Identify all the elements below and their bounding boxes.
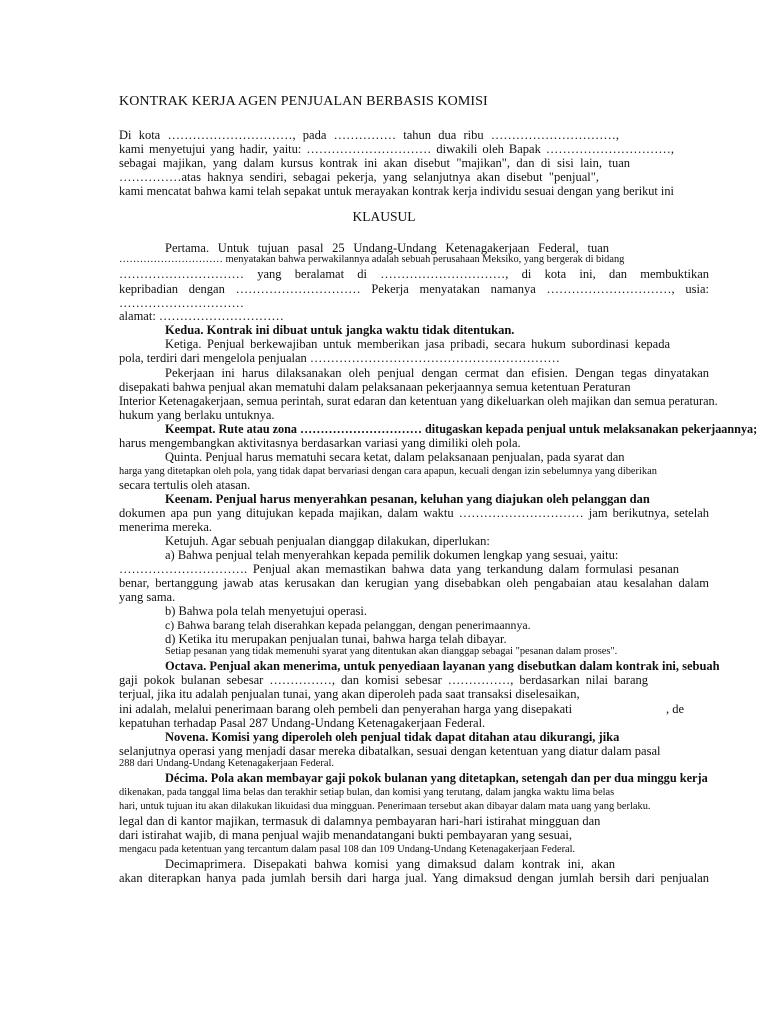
text-line: mengacu pada ketentuan yang tercantum dalam pasal 108 dan 109 Undang-Undang Ketenagakerjaan Federal. — [119, 844, 576, 855]
text-line: ini adalah, melalui penerimaan barang oleh pembeli dan penyerahan harga yang disepakati — [119, 702, 573, 716]
text-line: Pertama. Untuk tujuan pasal 25 Undang-Undang Ketenagakerjaan Federal, tuan — [165, 241, 609, 255]
text-line: hukum yang berlaku untuknya. — [119, 408, 275, 422]
text-line: menerima mereka. — [119, 520, 213, 534]
text-line: Keempat. Rute atau zona ………………………… ditugaskan kepada penjual untuk melaksanakan pekerjaannya; — [165, 422, 758, 436]
text-line: 288 dari Undang-Undang Ketenagakerjaan Federal. — [119, 758, 334, 769]
text-line: Interior Ketenagakerjaan, semua perintah, surat edaran dan ketentuan yang dikeluarkan oleh majikan dan semua peraturan. — [119, 394, 718, 408]
text-line: dikenakan, pada tanggal lima belas dan terakhir setiap bulan, dan komisi yang terutang, dalam jangka waktu lima belas — [119, 787, 615, 798]
text-line: kami menyetujui yang hadir, yaitu: ………………………… diwakili oleh Bapak …………………………, — [119, 142, 674, 156]
text-line: alamat: ………………………… — [119, 309, 284, 323]
text-line: b) Bahwa pola telah menyetujui operasi. — [165, 604, 368, 618]
text-line: Keenam. Penjual harus menyerahkan pesanan, keluhan yang diajukan oleh pelanggan dan — [165, 492, 650, 506]
text-line: disepakati bahwa penjual akan mematuhi dalam pelaksanaan pekerjaannya semua ketentuan Peraturan — [119, 380, 631, 394]
text-line: terjual, jika itu adalah penjualan tunai, yang akan diperoleh pada saat transaksi diselesaikan, — [119, 687, 580, 701]
text-line: legal dan di kantor majikan, termasuk di dalamnya pembayaran hari-hari istirahat mingguan dan — [119, 814, 601, 828]
text-line: kepribadian dengan ………………………… Pekerja menyatakan namanya …………………………, usia: — [119, 282, 709, 296]
text-line: Novena. Komisi yang diperoleh oleh penjual tidak dapat ditahan atau dikurangi, jika — [165, 730, 620, 744]
text-line: c) Bahwa barang telah diserahkan kepada pelanggan, dengan penerimaannya. — [165, 618, 531, 632]
text-line: Pekerjaan ini harus dilaksanakan oleh penjual dengan cermat dan efisien. Dengan tegas dinyatakan — [165, 366, 709, 380]
text-line: ………………………… yang beralamat di …………………………, di kota ini, dan membuktikan — [119, 267, 709, 281]
text-line: ………………………… menyatakan bahwa perwakilannya adalah sebuah perusahaan Meksiko, yang bergerak di bidang — [119, 254, 625, 265]
text-line: benar, bertanggung jawab atas kerusakan dan kerugian yang disebabkan oleh pengabaian atau kesalahan dalam — [119, 576, 709, 590]
text-line: Ketiga. Penjual berkewajiban untuk memberikan jasa pribadi, secara hukum subordinasi kepada — [165, 337, 670, 351]
section-heading: KLAUSUL — [352, 209, 416, 224]
text-line: a) Bahwa penjual telah menyerahkan kepada pemilik dokumen lengkap yang sesuai, yaitu: — [165, 548, 619, 562]
text-line: pola, terdiri dari mengelola penjualan …………………………………………………… — [119, 351, 560, 365]
text-line: secara tertulis oleh atasan. — [119, 478, 251, 492]
text-line: gaji pokok bulanan sebesar ……………, dan komisi sebesar ……………, berdasarkan nilai barang — [119, 673, 648, 687]
text-line: selanjutnya operasi yang menjadi dasar mereka dibatalkan, sesuai dengan ketentuan yang diatur dalam pasal — [119, 744, 661, 758]
text-line: Décima. Pola akan membayar gaji pokok bulanan yang ditetapkan, setengah dan per dua minggu kerja — [165, 771, 708, 785]
text-line: dari istirahat wajib, di mana penjual wajib menandatangani bukti pembayaran yang sesuai, — [119, 828, 572, 842]
text-line: harga yang ditetapkan oleh pola, yang tidak dapat bervariasi dengan cara apapun, kecuali dengan izin sebelumnya yang diberikan — [119, 466, 657, 477]
text-line: Decimaprimera. Disepakati bahwa komisi yang dimaksud dalam kontrak ini, akan — [165, 857, 615, 871]
text-line: Kedua. Kontrak ini dibuat untuk jangka waktu tidak ditentukan. — [165, 323, 515, 337]
text-line: sebagai majikan, yang dalam kursus kontrak ini akan disebut "majikan", dan di sisi lain, tuan — [119, 156, 630, 170]
text-line: , de — [666, 702, 685, 716]
text-line: …………………………. Penjual akan memastikan bahwa data yang terkandung dalam formulasi pesanan — [119, 562, 679, 576]
text-line: ……………atas haknya sendiri, sebagai pekerja, yang selanjutnya akan disebut "penjual", — [119, 170, 599, 184]
text-line: yang sama. — [119, 590, 176, 604]
document-title: KONTRAK KERJA AGEN PENJUALAN BERBASIS KOMISI — [119, 94, 488, 109]
text-line: kami mencatat bahwa kami telah sepakat untuk merayakan kontrak kerja individu sesuai dengan yang berikut ini — [119, 184, 674, 198]
text-line: Setiap pesanan yang tidak memenuhi syarat yang ditentukan akan dianggap sebagai "pesanan dalam proses". — [165, 646, 618, 657]
text-line: ………………………… — [119, 296, 244, 310]
text-line: kepatuhan terhadap Pasal 287 Undang-Undang Ketenagakerjaan Federal. — [119, 716, 486, 730]
text-line: d) Ketika itu merupakan penjualan tunai, bahwa harga telah dibayar. — [165, 632, 507, 646]
text-line: akan diterapkan hanya pada jumlah bersih dari harga jual. Yang dimaksud dengan jumlah bersih dari penjualan — [119, 871, 709, 885]
text-line: Octava. Penjual akan menerima, untuk penyediaan layanan yang disebutkan dalam kontrak ini, sebuah — [165, 659, 720, 673]
text-line: dokumen apa pun yang ditujukan kepada majikan, dalam waktu ………………………… jam berikutnya, setelah — [119, 506, 709, 520]
text-line: Quinta. Penjual harus mematuhi secara ketat, dalam pelaksanaan penjualan, pada syarat dan — [165, 450, 625, 464]
text-line: hari, untuk tujuan itu akan dilakukan likuidasi dua mingguan. Penerimaan tersebut akan dibayar dalam mata uang yang berlaku. — [119, 801, 651, 812]
text-line: harus mengembangkan aktivitasnya berdasarkan variasi yang dimiliki oleh pola. — [119, 436, 521, 450]
text-line: Di kota …………………………, pada …………… tahun dua ribu …………………………, — [119, 128, 619, 142]
text-line: Ketujuh. Agar sebuah penjualan dianggap dilakukan, diperlukan: — [165, 534, 490, 548]
